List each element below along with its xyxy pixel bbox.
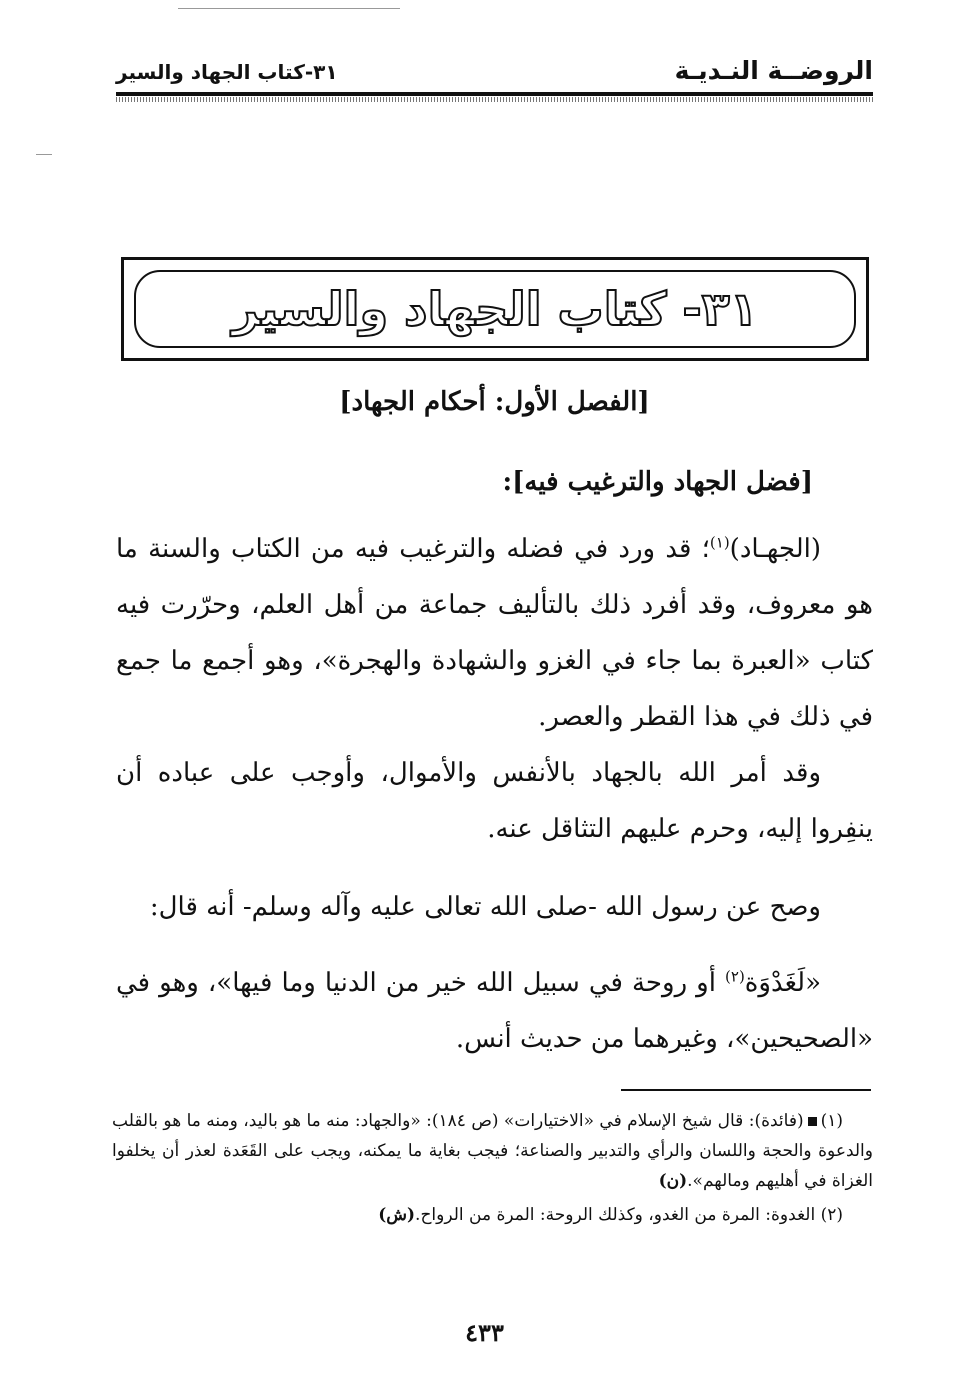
paragraph-text: أو روحة في سبيل الله خير من الدنيا وما فيها»، وهو في «الصحيحين»، وغيرهما من حديث أنس.: [116, 968, 873, 1054]
chapter-heading: ٣١- كتاب الجهاد والسير: [232, 282, 758, 336]
hadith-lead-word: «لَغَدْوَة: [744, 968, 821, 998]
footnote-text: (٢) الغدوة: المرة من الغدو، وكذلك الروحة: المرة من الرواح.: [415, 1205, 843, 1225]
paragraph-hadith-intro: [116, 879, 873, 935]
running-header: [116, 52, 873, 92]
footnote-separator: [621, 1089, 871, 1091]
footnote-2: [112, 1200, 873, 1230]
chapter-title-frame: [121, 257, 869, 361]
header-rule: [116, 92, 873, 96]
paragraph-jihad-virtue: [116, 521, 873, 745]
footnote-text: (فائدة): قال شيخ الإسلام في «الاختيارات» (ص ١٨٤): «والجهاد: منه ما هو باليد، ومنه ما هو بالقلب والدعوة والحجة واللسان والرأي والتدبير والصناعة؛ فيجب بغاية ما يمكنه، ويجب على القَعَدة لعذر أن يخلفوا الغزاة في أهليهم ومالهم».: [112, 1111, 873, 1191]
footnote-signature: (ن): [658, 1171, 688, 1191]
page-number: ٤٣٣: [465, 1318, 504, 1347]
footnote-1: [112, 1106, 873, 1196]
scan-artifact: [178, 8, 400, 9]
paragraph-lead-term: (الجهـاد): [729, 534, 821, 564]
footnote-number: (١): [820, 1111, 843, 1131]
paragraph-text: وقد أمر الله بالجهاد بالأنفس والأموال، وأوجب على عباده أن ينفِروا إليه، وحرم عليهم التثاقل عنه.: [116, 758, 873, 844]
book-title: الروضــة النـديـة: [674, 56, 873, 85]
footnotes: [112, 1106, 873, 1230]
chapter-running-title: ٣١-كتاب الجهاد والسير: [116, 60, 338, 84]
footnote-signature: (ش): [378, 1205, 416, 1225]
paragraph-command: [116, 745, 873, 857]
section-heading: [الفصل الأول: أحكام الجهاد]: [339, 387, 650, 417]
scan-artifact: [36, 154, 52, 155]
footnote-ref-2: (٢): [725, 967, 745, 986]
subsection-heading: [فضل الجهاد والترغيب فيه]:: [502, 467, 813, 497]
header-dotted-rule: [116, 97, 873, 102]
square-bullet-icon: [808, 1117, 817, 1126]
chapter-title-inner-frame: [134, 270, 856, 348]
footnote-ref-1: (١): [709, 533, 730, 552]
paragraph-text: ؛ قد ورد في فضله والترغيب فيه من الكتاب والسنة ما هو معروف، وقد أفرد ذلك بالتأليف جماعة من أهل العلم، وحرّرت فيه كتاب «العبرة بما جاء في الغزو والشهادة والهجرة»، وهو أجمع ما جمع في ذلك في هذا القطر والعصر.: [116, 534, 873, 732]
paragraph-hadith: [116, 955, 873, 1067]
paragraph-text: وصح عن رسول الله -صلى الله تعالى عليه وآله وسلم- أنه قال:: [149, 892, 821, 922]
